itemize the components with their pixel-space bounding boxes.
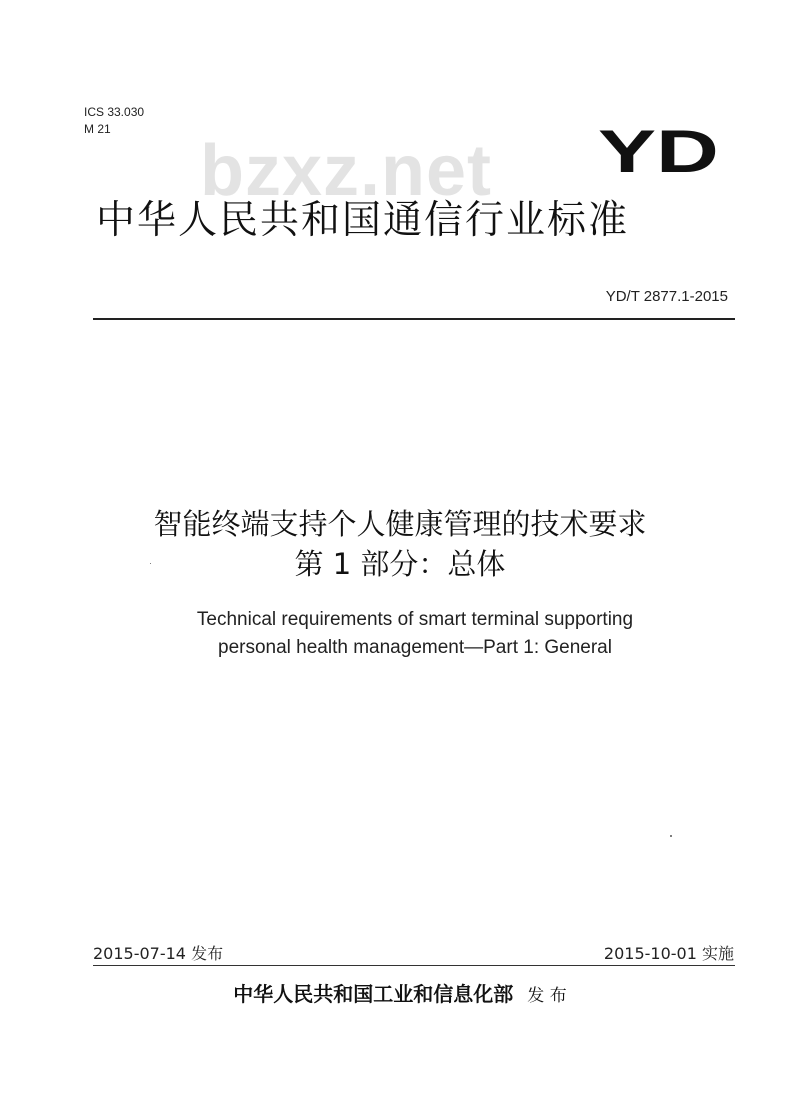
classification-codes: [84, 104, 144, 138]
english-title-line2: personal health management—Part 1: General: [218, 637, 612, 658]
bottom-divider: [93, 965, 735, 966]
standard-number: YD/T 2877.1-2015: [605, 288, 728, 305]
scan-speck: [670, 835, 672, 837]
ics-code: ICS 33.030: [84, 105, 145, 119]
publisher: [0, 978, 800, 1007]
chinese-title-line1: 智能终端支持个人健康管理的技术要求: [153, 507, 647, 541]
scan-speck: [150, 563, 151, 564]
english-title: [0, 606, 800, 662]
standard-category-title: 中华人民共和国通信行业标准: [96, 198, 630, 243]
yd-logo: YD: [598, 118, 719, 185]
publisher-suffix: 发 布: [527, 986, 567, 1006]
top-divider: [93, 318, 735, 320]
ccs-code: M 21: [84, 122, 111, 136]
chinese-title: [0, 504, 800, 584]
chinese-title-line2: 第 1 部分：总体: [294, 547, 506, 581]
issue-date: 2015-07-14 发布: [93, 944, 224, 963]
implementation-date: 2015-10-01 实施: [603, 944, 734, 963]
watermark: bzxz.net: [200, 131, 493, 211]
english-title-line1: Technical requirements of smart terminal supporting: [196, 609, 634, 630]
publisher-name: 中华人民共和国工业和信息化部: [233, 982, 514, 1006]
